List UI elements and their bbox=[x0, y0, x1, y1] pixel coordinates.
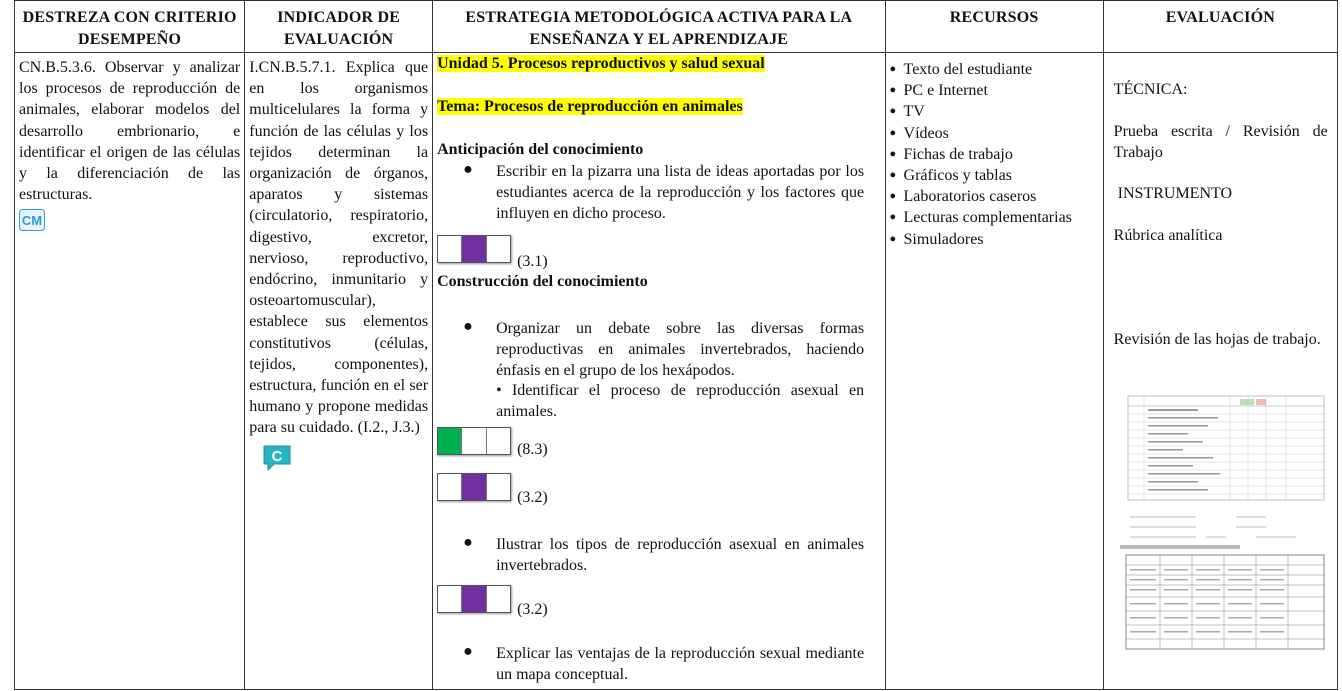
rubric-thumbnail-bottom bbox=[1116, 511, 1330, 656]
recursos-list bbox=[886, 53, 1103, 250]
bullet-icon: ● bbox=[889, 211, 897, 224]
rubric-thumbnail-top bbox=[1120, 388, 1326, 513]
recurso-label: Laboratorios caseros bbox=[903, 188, 1037, 206]
recurso-item bbox=[890, 123, 1099, 144]
recurso-item bbox=[890, 80, 1099, 101]
bullet-icon: ● bbox=[889, 190, 897, 203]
recurso-item bbox=[890, 165, 1099, 186]
recurso-label: Texto del estudiante bbox=[903, 61, 1033, 78]
recurso-item bbox=[890, 207, 1099, 228]
progress-bar bbox=[437, 473, 511, 501]
recurso-label: TV bbox=[903, 103, 925, 121]
progress-bar bbox=[437, 427, 511, 455]
recurso-item bbox=[890, 229, 1099, 250]
code-label: (3.1) bbox=[517, 253, 548, 270]
recurso-item bbox=[890, 59, 1099, 80]
tecnica-label: TÉCNICA: bbox=[1113, 81, 1188, 98]
recurso-label: Gráficos y tablas bbox=[903, 167, 1012, 185]
code-label: (3.2) bbox=[517, 601, 548, 618]
bullet-icon: ● bbox=[463, 161, 473, 178]
anticipacion-title: Anticipación del conocimiento bbox=[437, 141, 644, 158]
tema-title: Tema: Procesos de reproducción en animales bbox=[437, 98, 743, 115]
progress-8-3 bbox=[437, 427, 548, 458]
bullet-icon: ● bbox=[463, 534, 473, 551]
recurso-label: Vídeos bbox=[903, 124, 949, 142]
revision-text: Revisión de las hojas de trabajo. bbox=[1113, 331, 1321, 348]
destreza-text: CN.B.5.3.6. Observar y analizar los procesos de reproducción de animales, elaborar modelos del desarrollo embrionario, e identificar el origen de las células y la diferenciación de las estructuras. bbox=[19, 59, 241, 204]
svg-text:CM: CM bbox=[21, 213, 43, 229]
recurso-label: Fichas de trabajo bbox=[903, 145, 1013, 163]
header-estrategia: ESTRATEGIA METODOLÓGICA ACTIVA PARA LA ENSEÑANZA Y EL APRENDIZAJE bbox=[433, 1, 885, 53]
header-row bbox=[15, 1, 1338, 53]
ilustrar-item: Ilustrar los tipos de reproducción asexual en animales invertebrados. bbox=[496, 536, 865, 575]
c-badge-icon bbox=[261, 443, 293, 473]
code-label: (8.3) bbox=[517, 441, 548, 458]
svg-text:C: C bbox=[271, 447, 283, 465]
bullet-icon: ● bbox=[889, 232, 897, 245]
indicador-cell bbox=[245, 53, 433, 690]
bullet-icon: ● bbox=[889, 126, 897, 139]
header-indicador: INDICADOR DE EVALUACIÓN bbox=[245, 1, 433, 53]
bullet-icon: ● bbox=[463, 643, 473, 660]
destreza-cell bbox=[15, 53, 245, 690]
construccion-item: Organizar un debate sobre las diversas formas reproductivas en animales invertebrados, haciendo énfasis en el grupo de los hexápodos. bbox=[496, 320, 865, 380]
anticipacion-item: Escribir en la pizarra una lista de ideas aportadas por los estudiantes acerca de la reproducción y los factores que influyen en dicho proceso. bbox=[496, 163, 865, 223]
cm-badge-icon bbox=[19, 209, 45, 231]
recurso-label: Lecturas complementarias bbox=[903, 209, 1072, 227]
bullet-icon: ● bbox=[889, 84, 897, 97]
content-row bbox=[15, 53, 1338, 690]
header-recursos: RECURSOS bbox=[885, 1, 1103, 53]
explicar-item: Explicar las ventajas de la reproducción sexual mediante un mapa conceptual. bbox=[496, 645, 865, 684]
recurso-item bbox=[890, 186, 1099, 207]
bullet-icon: ● bbox=[889, 169, 897, 182]
progress-3-2b bbox=[437, 585, 548, 618]
header-destreza: DESTREZA CON CRITERIO DESEMPEÑO bbox=[15, 1, 245, 53]
progress-3-1 bbox=[437, 235, 548, 270]
bullet-icon: ● bbox=[889, 105, 897, 118]
construccion-title: Construcción del conocimiento bbox=[437, 273, 648, 290]
bullet-icon: ● bbox=[463, 318, 473, 335]
bullet-icon: ● bbox=[889, 63, 897, 75]
recurso-label: PC e Internet bbox=[903, 82, 988, 100]
code-label: (3.2) bbox=[517, 489, 548, 506]
header-evaluacion: EVALUACIÓN bbox=[1103, 1, 1337, 53]
sub-item: • Identificar el proceso de reproducción asexual en animales. bbox=[496, 382, 865, 421]
indicador-text: I.CN.B.5.7.1. Explica que en los organismos multicelulares la forma y función de las células y los tejidos determinan la organización de órganos, aparatos y sistemas (circulatorio, respiratorio, digestivo, excretor, nervioso, reproductivo, endócrino, inmunitario y osteoartomuscular), establece sus elementos constitutivos (células, tejidos, componentes), estructura, función en el ser humano y propone medidas para su cuidado. (I.2., J.3.) bbox=[249, 59, 429, 437]
planning-table bbox=[14, 0, 1338, 690]
progress-3-2 bbox=[437, 473, 548, 506]
tecnica-value: Prueba escrita / Revisión de Trabajo bbox=[1113, 123, 1328, 162]
recursos-cell bbox=[885, 53, 1103, 690]
instrumento-value: Rúbrica analítica bbox=[1113, 227, 1223, 244]
unidad-title: Unidad 5. Procesos reproductivos y salud sexual bbox=[437, 55, 765, 72]
instrumento-label: INSTRUMENTO bbox=[1117, 185, 1233, 202]
estrategia-cell bbox=[433, 53, 885, 690]
progress-bar bbox=[437, 585, 511, 613]
recurso-item bbox=[890, 144, 1099, 165]
bullet-icon: ● bbox=[889, 147, 897, 160]
progress-bar bbox=[437, 235, 511, 263]
recurso-label: Simuladores bbox=[903, 230, 984, 248]
evaluacion-cell bbox=[1103, 53, 1337, 690]
recurso-item bbox=[890, 101, 1099, 122]
